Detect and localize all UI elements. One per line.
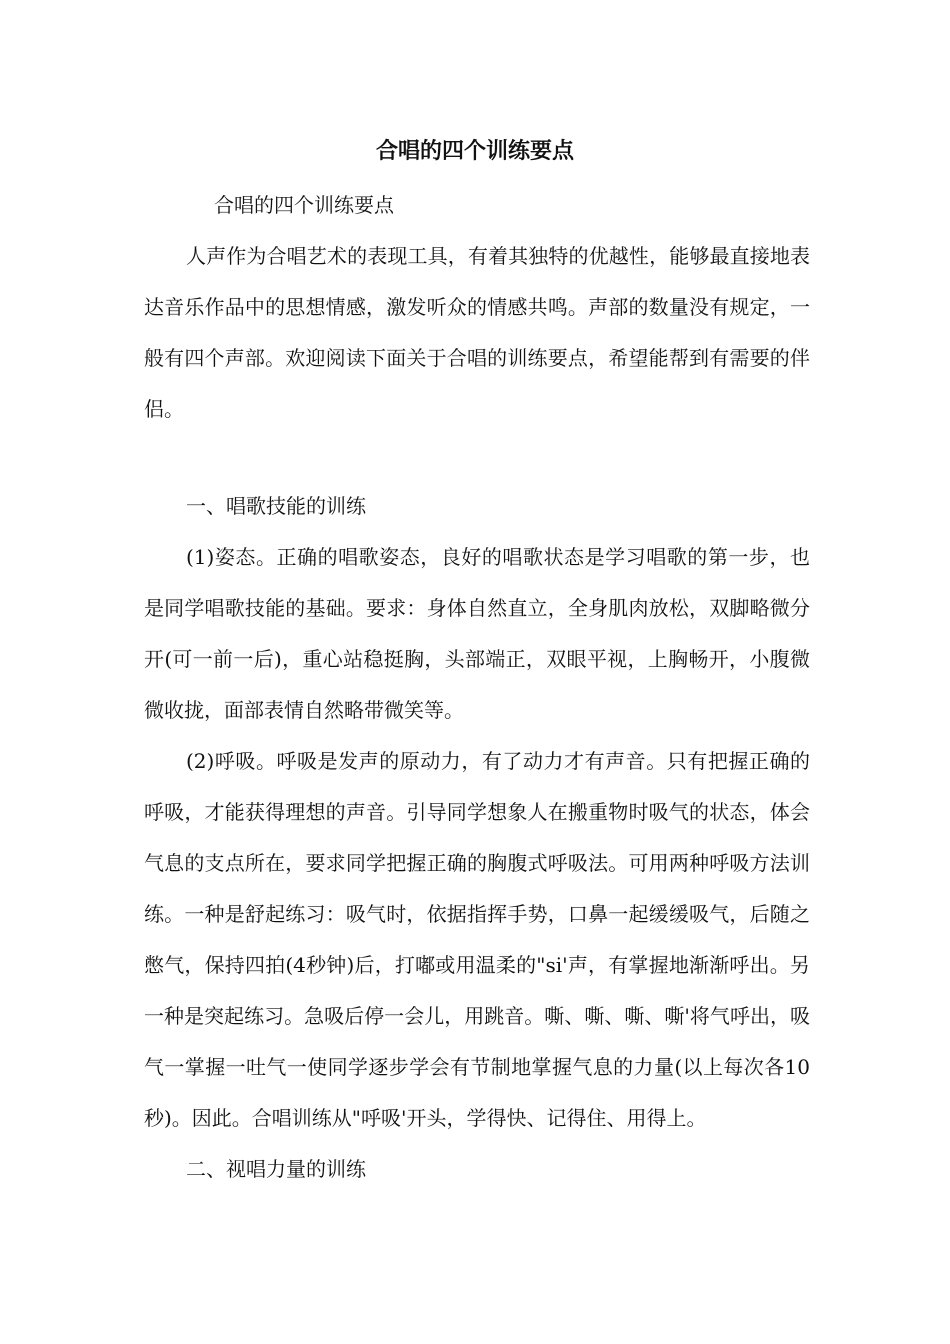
section-heading-sight-singing: 二、视唱力量的训练 (186, 1157, 366, 1181)
document-subtitle: 合唱的四个训练要点 (214, 193, 394, 217)
document-body (144, 180, 810, 1195)
posture-paragraph: (1)姿态。正确的唱歌姿态，良好的唱歌状态是学习唱歌的第一步，也是同学唱歌技能的基础。要求：身体自然直立，全身肌肉放松，双脚略微分开(可一前一后)，重心站稳挺胸，头部端正，双眼平视，上胸畅开，小腹微微收拢，面部表情自然略带微笑等。 (144, 545, 810, 722)
paragraph-spacer (144, 435, 810, 481)
document-title: 合唱的四个训练要点 (375, 138, 574, 164)
section-heading-singing-skills: 一、唱歌技能的训练 (186, 494, 366, 518)
intro-paragraph: 人声作为合唱艺术的表现工具，有着其独特的优越性，能够最直接地表达音乐作品中的思想情感，激发听众的情感共鸣。声部的数量没有规定，一般有四个声部。欢迎阅读下面关于合唱的训练要点，希望能帮到有需要的伴侣。 (144, 244, 810, 421)
breathing-paragraph: (2)呼吸。呼吸是发声的原动力，有了动力才有声音。只有把握正确的呼吸，才能获得理想的声音。引导同学想象人在搬重物时吸气的状态，体会气息的支点所在，要求同学把握正确的胸腹式呼吸法。可用两种呼吸方法训练。一种是舒起练习：吸气时，依据指挥手势，口鼻一起缓缓吸气，后随之憋气，保持四拍(4秒钟)后，打嘟或用温柔的"si'声，有掌握地渐渐呼出。另一种是突起练习。急吸后停一会儿，用跳音。嘶、嘶、嘶、嘶'将气呼出，吸气一掌握一吐气一使同学逐步学会有节制地掌握气息的力量(以上每次各10秒)。因此。合唱训练从"呼吸'开头，学得快、记得住、用得上。 (144, 749, 810, 1130)
